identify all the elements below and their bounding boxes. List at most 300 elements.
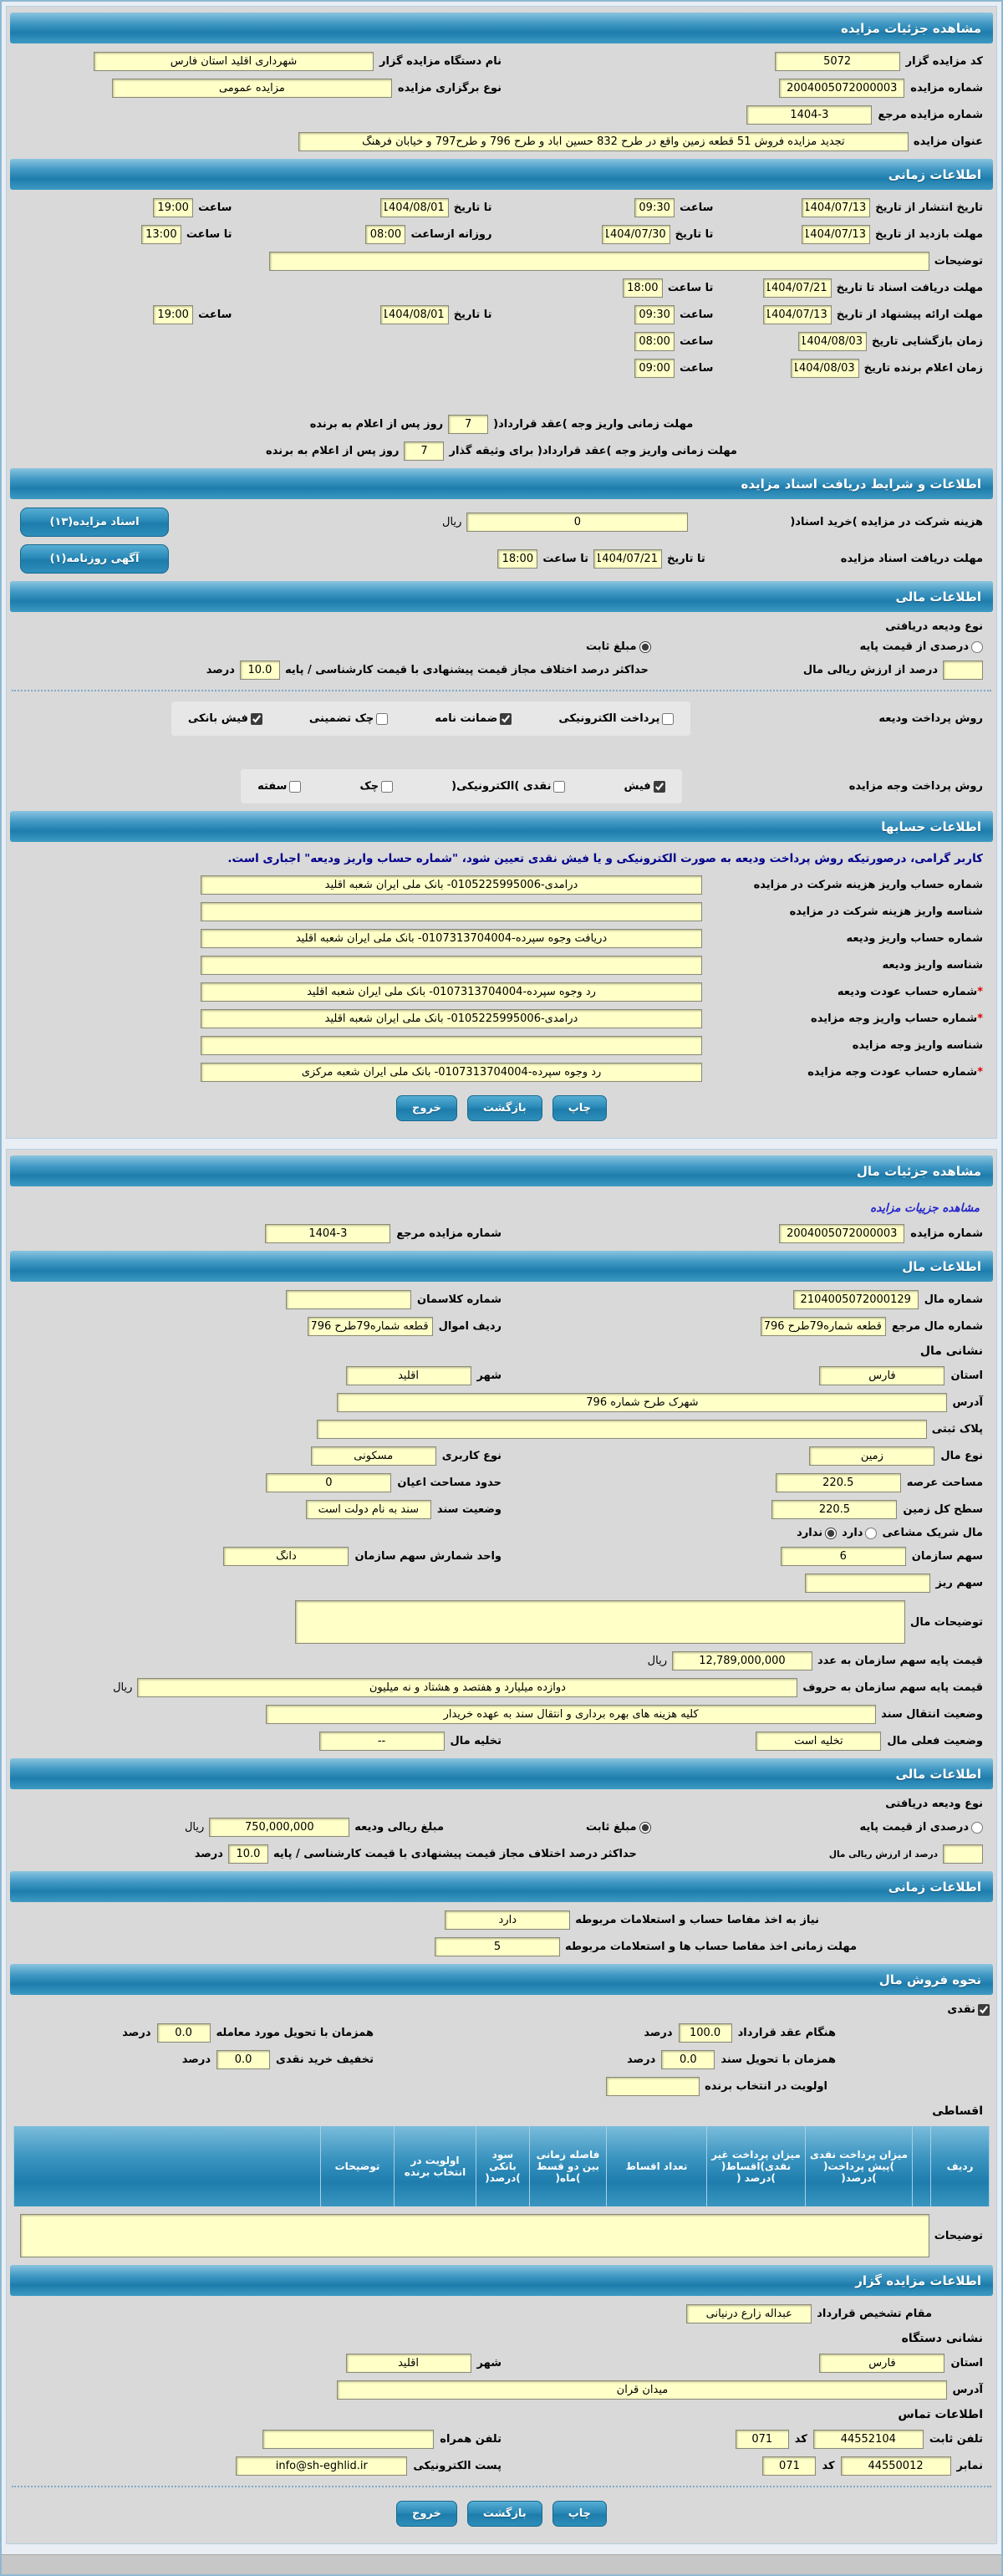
section-title: اطلاعات زمانی	[888, 1879, 981, 1895]
row-base-price-words	[20, 1678, 983, 1697]
footer-strip	[2, 2554, 1001, 2574]
visit-hour-to[interactable]	[141, 225, 181, 244]
field-org-share	[502, 1547, 983, 1566]
deposit2-percent-label: درصدی از قیمت پایه	[859, 1821, 969, 1834]
dotted-divider	[12, 690, 991, 691]
shared-hasnot-label: ندارد	[797, 1527, 823, 1539]
certified-check-label: چک تضمینی	[308, 712, 374, 725]
cash-electronic-label: نقدی )الکترونیکی(	[451, 780, 552, 793]
asset-province-field[interactable]	[819, 1366, 944, 1385]
account-field[interactable]	[201, 1009, 702, 1028]
field-fax	[502, 2456, 983, 2476]
auction-documents-button[interactable]: اسناد مزایده(۱۳)	[20, 508, 169, 537]
row-clearance	[20, 1910, 819, 1930]
field-deed-status	[20, 1500, 502, 1519]
asset-province-label: استان	[950, 1370, 983, 1382]
section-header-accounts	[10, 811, 993, 842]
fax-code-field[interactable]	[762, 2456, 816, 2476]
base-price-words-field[interactable]	[137, 1678, 797, 1697]
at-deed-unit: درصد	[627, 2053, 656, 2066]
action-buttons	[8, 1095, 995, 1121]
account-label: شماره حساب عودت ودیعه	[837, 986, 978, 998]
org-share-field[interactable]	[781, 1547, 906, 1566]
asset-auction-no-field[interactable]	[779, 1224, 904, 1243]
winner-priority-field[interactable]	[606, 2077, 700, 2096]
section-header-auction-details	[10, 13, 993, 43]
row-asset-address	[20, 1393, 983, 1412]
asset-type-field[interactable]	[809, 1446, 934, 1466]
evacuation-field[interactable]	[319, 1732, 445, 1751]
org-name-field[interactable]	[94, 52, 374, 71]
ref-no-label: شماره مزایده مرجع	[878, 109, 983, 121]
auction-type-label: نوع برگزاری مزایده	[397, 82, 502, 94]
fax-code-label: کد	[822, 2460, 835, 2472]
section-header-sale	[10, 1964, 993, 1995]
fee-unit: ریال	[442, 516, 462, 528]
asset-no-label: شماره مال	[924, 1293, 983, 1306]
field-building-area	[20, 1473, 502, 1492]
required-asterisk: *	[977, 1013, 983, 1025]
field-asset-ref-no	[20, 1224, 502, 1243]
asset-address-label: آدرس	[952, 1396, 983, 1409]
phone-field[interactable]	[813, 2430, 924, 2449]
opening-date[interactable]	[798, 332, 867, 351]
winner-hour[interactable]	[634, 359, 675, 378]
offer-from-label: مهلت ارائه پیشنهاد از تاریخ	[836, 309, 983, 321]
building-area-label: حدود مساحت اعیان	[397, 1477, 502, 1489]
offer-date-from[interactable]	[763, 305, 832, 324]
mobile-label: تلفن همراه	[440, 2433, 502, 2446]
row-fee	[20, 508, 983, 537]
auction-title-field[interactable]	[298, 132, 909, 151]
account-row	[20, 875, 983, 895]
winner-priority-label: اولویت در انتخاب برنده	[705, 2080, 827, 2093]
offer-date-to[interactable]	[380, 305, 449, 324]
slip-checkbox[interactable]	[654, 781, 665, 793]
cash-electronic-checkbox[interactable]	[553, 781, 565, 793]
row-authority	[20, 2304, 932, 2324]
class-no-field[interactable]	[286, 1290, 411, 1309]
row-title	[20, 132, 983, 151]
section-title: اطلاعات زمانی	[888, 166, 981, 182]
account-label: شناسه واریز ودیعه	[882, 959, 983, 972]
deposit2-fixed-radio[interactable]	[639, 1822, 651, 1834]
docs-receive-date[interactable]	[593, 549, 662, 569]
offer-hour-label: ساعت	[680, 309, 714, 321]
field-asset-type	[502, 1446, 983, 1466]
maxdiff2-field[interactable]	[228, 1844, 268, 1864]
field-org-name	[20, 52, 502, 71]
dotted-divider	[12, 2486, 991, 2487]
building-area-field[interactable]	[266, 1473, 391, 1492]
timing-notes-label: توضیحات	[934, 255, 983, 268]
cash-discount-field[interactable]	[216, 2050, 270, 2069]
publish-hour-to[interactable]	[153, 198, 193, 217]
visit-to-hour-label: تا ساعت	[186, 228, 232, 241]
transfer-status-field[interactable]	[266, 1705, 876, 1724]
col-winner-priority: اولویت در انتخاب برنده	[395, 2126, 476, 2206]
auction-pay-method-group	[241, 769, 682, 803]
base-price-words-unit: ریال	[113, 1681, 133, 1694]
deposit-percent-radio[interactable]	[971, 641, 983, 653]
col-cash-prepay-percent: میزان پرداخت نقدی )پیش پرداخت( )درصد(	[806, 2126, 913, 2206]
visit-date-from[interactable]	[802, 225, 870, 244]
deed-status-field[interactable]	[306, 1500, 431, 1519]
check-label: چک	[359, 780, 379, 793]
visit-from-label: مهلت بازدید از تاریخ	[874, 228, 983, 241]
current-status-label: وضعیت فعلی مال	[887, 1735, 983, 1747]
percent-of-value-field[interactable]	[943, 661, 983, 680]
at-deed-field[interactable]	[661, 2050, 715, 2069]
field-organizer-city	[20, 2354, 502, 2373]
field-email	[20, 2456, 502, 2476]
bidder-code-field[interactable]	[775, 52, 900, 71]
field-auction-number	[502, 79, 983, 98]
auction-number-field[interactable]	[779, 79, 904, 98]
publish-hour-from[interactable]	[634, 198, 675, 217]
row-opening	[20, 332, 983, 351]
account-label: شناسه واریز وجه مزایده	[852, 1039, 983, 1052]
field-area	[502, 1473, 983, 1492]
row-base-price	[20, 1651, 983, 1671]
org-share-label: سهم سازمان	[911, 1550, 983, 1563]
fee-label: هزینه شرکت در مزایده )خرید اسناد(	[790, 516, 983, 528]
asset-panel	[6, 1149, 997, 2544]
col-row-no: ردیف	[931, 2126, 990, 2206]
docs-deadline-label: مهلت دریافت اسناد تا تاریخ	[836, 282, 983, 294]
at-delivery-label: همزمان با تحویل مورد معامله	[216, 2027, 374, 2039]
usage-field[interactable]	[311, 1446, 436, 1466]
visit-to-label: تا تاریخ	[675, 228, 714, 241]
account-field[interactable]	[201, 982, 702, 1002]
class-no-label: شماره کلاسمان	[417, 1293, 502, 1306]
asset-notes-label: توضیحات مال	[910, 1615, 983, 1629]
share-unit-field[interactable]	[223, 1547, 349, 1566]
asset-no-field[interactable]	[793, 1290, 919, 1309]
offer-to-label: تا تاریخ	[453, 309, 492, 321]
maxdiff2-label: حداکثر درصد اختلاف مجاز قیمت پیشنهادی با قیمت کارشناسی / پایه	[272, 1848, 637, 1860]
publish-from-label: تاریخ انتشار از تاریخ	[875, 201, 983, 214]
visit-date-to[interactable]	[602, 225, 670, 244]
exit-button[interactable]: خروج	[396, 2501, 457, 2527]
offer-hour-from[interactable]	[634, 305, 675, 324]
row-percent-maxdiff2	[20, 1844, 983, 1864]
cash-discount-unit: درصد	[181, 2053, 211, 2066]
account-row	[20, 1009, 983, 1028]
row-timing-notes	[20, 252, 983, 271]
account-field[interactable]	[201, 956, 702, 975]
shared-has-label: دارد	[842, 1527, 863, 1539]
deposit-type-label: نوع ودیعه دریافتی	[885, 620, 983, 633]
organizer-address-field[interactable]	[337, 2380, 947, 2400]
maxdiff-field[interactable]	[240, 661, 280, 680]
asset-ref-no-label: شماره مزایده مرجع	[396, 1227, 502, 1240]
clearance-field[interactable]	[445, 1910, 570, 1930]
view-auction-details-link[interactable]: مشاهده جزییات مزایده	[870, 1201, 980, 1215]
transfer-status-label: وضعیت انتقال سند	[881, 1708, 983, 1721]
asset-address-subheader: نشانی مال	[919, 1344, 983, 1358]
organizer-city-field[interactable]	[346, 2354, 471, 2373]
account-row	[20, 1063, 983, 1082]
pay-contract-days[interactable]	[448, 415, 488, 434]
organizer-province-field[interactable]	[819, 2354, 944, 2373]
section-header-docs	[10, 468, 993, 499]
field-ref-no	[502, 105, 983, 125]
clearance-period-label: مهلت زمانی اخذ مفاصا حساب ها و استعلامات مربوطه	[565, 1941, 857, 1953]
shared-has-radio[interactable]	[865, 1528, 877, 1539]
maxdiff-label: حداکثر درصد اختلاف مجاز قیمت پیشنهادی با قیمت کارشناسی / پایه	[284, 664, 649, 676]
clearance-label: نیاز به اخذ مفاصا حساب و استعلامات مربوطه	[575, 1914, 819, 1926]
phone-label: تلفن ثابت	[929, 2433, 983, 2446]
row-asset-notes	[20, 1600, 983, 1644]
print-button[interactable]: چاپ	[552, 1095, 607, 1121]
plate-field[interactable]	[317, 1420, 927, 1439]
row-organizer-address	[20, 2380, 983, 2400]
field-land-area	[502, 1500, 983, 1519]
at-delivery-unit: درصد	[122, 2027, 151, 2039]
installments-header-row	[14, 2126, 990, 2206]
account-field[interactable]	[201, 1036, 702, 1055]
winner-hour-label: ساعت	[680, 362, 714, 375]
field-asset-auction-no	[502, 1224, 983, 1243]
row-transfer-status	[20, 1705, 983, 1724]
deposit-amount-unit: ریال	[184, 1821, 205, 1834]
account-label: شماره حساب واریز هزینه شرکت در مزایده	[753, 879, 983, 891]
percent-of-value-label: درصد از ارزش ریالی مال	[802, 664, 938, 676]
col-spacer	[913, 2126, 931, 2206]
account-field[interactable]	[201, 1063, 702, 1082]
account-label: شناسه واریز هزینه شرکت در مزایده	[789, 905, 983, 918]
account-field[interactable]	[201, 875, 702, 895]
asset-ref-no-field[interactable]	[265, 1224, 390, 1243]
exit-button[interactable]: خروج	[396, 1095, 457, 1121]
base-price-label: قیمت پایه سهم سازمان به عدد	[817, 1655, 983, 1667]
usage-label: نوع کاربری	[441, 1450, 502, 1462]
electronic-payment-label: پرداخت الکترونیکی	[558, 712, 660, 725]
bank-slip-checkbox[interactable]	[251, 713, 262, 725]
section-title: مشاهده جزئیات مزایده	[840, 20, 981, 36]
row-docs-deadline	[20, 278, 983, 298]
at-deed-label: همزمان با تحویل سند	[720, 2053, 836, 2066]
row-shared-ownership	[20, 1527, 983, 1539]
visit-hour-from[interactable]	[365, 225, 405, 244]
section-title: اطلاعات مال	[902, 1258, 981, 1274]
deposit-type2-label: نوع ودیعه دریافتی	[885, 1798, 983, 1810]
asset-ref-field[interactable]	[761, 1317, 886, 1336]
at-delivery-field[interactable]	[157, 2023, 211, 2043]
section-title: اطلاعات و شرایط دریافت اسناد مزایده	[741, 476, 981, 492]
shared-hasnot-radio[interactable]	[825, 1528, 837, 1539]
percent2-of-value-field[interactable]	[943, 1844, 983, 1864]
maxdiff2-unit: درصد	[194, 1848, 223, 1860]
account-row	[20, 929, 983, 948]
installments-table	[13, 2126, 990, 2206]
section-header-timing	[10, 159, 993, 190]
email-field[interactable]	[236, 2456, 407, 2476]
account-field[interactable]	[201, 929, 702, 948]
publish-hour2-label: ساعت	[198, 201, 232, 214]
email-label: پست الکترونیکی	[413, 2460, 502, 2472]
slip-label: فیش	[624, 780, 651, 793]
at-contract-label: هنگام عقد قرارداد	[737, 2027, 836, 2039]
timing-notes-field[interactable]	[269, 252, 929, 271]
fee-field[interactable]	[466, 513, 688, 532]
pay-guarantor-suffix: روز پس از اعلام به برنده	[266, 445, 400, 457]
action-buttons-bottom	[8, 2501, 995, 2527]
fax-label: نمابر	[956, 2460, 983, 2472]
deposit-percent-label: درصدی از قیمت پایه	[859, 640, 969, 653]
section-header-finance2	[10, 1758, 993, 1789]
print-button[interactable]: چاپ	[552, 2501, 607, 2527]
docs-receive-hour[interactable]	[497, 549, 537, 569]
phone-code-label: کد	[794, 2433, 807, 2446]
cash-sale-checkbox[interactable]	[978, 2004, 990, 2016]
phone-code-field[interactable]	[736, 2430, 789, 2449]
docs-deadline-hour[interactable]	[623, 278, 663, 298]
offer-hour-to[interactable]	[153, 305, 193, 324]
publish-to-label: تا تاریخ	[453, 201, 492, 214]
share-detail-label: سهم ریز	[935, 1577, 983, 1589]
deposit-pay-method-group	[171, 701, 691, 736]
pay-guarantor-days[interactable]	[404, 441, 444, 461]
shared-ownership-label: مال شریک مشاعی	[882, 1527, 983, 1539]
pay-contract-suffix: روز پس از اعلام به برنده	[309, 418, 444, 431]
row-pay-guarantor	[20, 441, 983, 461]
opening-hour[interactable]	[634, 332, 675, 351]
deposit-amount-label: مبلغ ریالی ودیعه	[354, 1821, 445, 1834]
row-publish	[20, 198, 983, 217]
row-sale-notes	[20, 2214, 983, 2257]
auction-title-label: عنوان مزایده	[913, 135, 983, 148]
land-area-field[interactable]	[771, 1500, 897, 1519]
deed-status-label: وضعیت سند	[436, 1503, 502, 1516]
publish-date-to[interactable]	[380, 198, 449, 217]
organizer-address-subheader: نشانی دستگاه	[901, 2332, 983, 2345]
winner-date[interactable]	[791, 359, 859, 378]
field-usage	[20, 1446, 502, 1466]
asset-type-label: نوع مال	[940, 1450, 983, 1462]
pay-contract-label: مهلت زمانی واریز وجه )عقد قرارداد(	[493, 418, 694, 431]
deposit2-percent-radio[interactable]	[971, 1822, 983, 1834]
percent2-of-value-label: درصد از ارزش ریالی مال	[828, 1849, 938, 1859]
row-share-detail	[20, 1574, 983, 1593]
auction-pay-method-label: روش پرداخت وجه مزایده	[848, 780, 983, 793]
row-cash-sale	[20, 2003, 990, 2016]
row-docs-receive	[20, 544, 983, 574]
section-title: اطلاعات مالی	[895, 1766, 981, 1782]
back-button[interactable]: بازگشت	[467, 1095, 542, 1121]
electronic-payment-checkbox[interactable]	[662, 713, 674, 725]
promissory-note-label: سفته	[257, 780, 288, 793]
accounts-notice: کاربر گرامی، درصورتیکه روش پرداخت ودیعه به صورت الکترونیکی و یا فیش نقدی تعیین شود، "شماره حساب واریز ودیعه" اجباری است.	[227, 852, 983, 865]
row-ref-no	[20, 105, 983, 125]
account-row	[20, 902, 983, 921]
check-checkbox[interactable]	[381, 781, 393, 793]
asset-city-field[interactable]	[346, 1366, 471, 1385]
asset-notes-field[interactable]	[295, 1600, 905, 1644]
section-title: اطلاعات حسابها	[881, 819, 981, 834]
organizer-address-label: آدرس	[952, 2384, 983, 2396]
sale-notes-label: توضیحات	[934, 2229, 983, 2242]
section-header-finance1	[10, 581, 993, 612]
bank-slip-label: فیش بانکی	[187, 712, 248, 725]
sale-notes-field[interactable]	[20, 2214, 929, 2257]
col-installment-interval: فاصله زمانی بین دو قسط )ماه(	[530, 2126, 607, 2206]
winner-label: زمان اعلام برنده تاریخ	[863, 362, 983, 375]
field-at-contract	[482, 2023, 970, 2043]
publish-date-from[interactable]	[802, 198, 870, 217]
docs-deadline-hour-label: تا ساعت	[667, 282, 714, 294]
certified-check-checkbox[interactable]	[376, 713, 388, 725]
field-bidder-code	[502, 52, 983, 71]
clearance-period-field[interactable]	[435, 1937, 560, 1956]
deposit-amount-field[interactable]	[209, 1818, 349, 1837]
row-auction-pay-method	[20, 769, 983, 803]
fax-field[interactable]	[841, 2456, 951, 2476]
col-empty	[14, 2126, 321, 2206]
section-header-organizer	[10, 2265, 993, 2296]
ref-no-field[interactable]	[746, 105, 872, 125]
row-number-type	[20, 79, 983, 98]
deposit-pay-method-label: روش پرداخت ودیعه	[878, 712, 983, 725]
newspaper-ad-button[interactable]: آگهی روزنامه(۱)	[20, 544, 169, 574]
field-auction-type	[20, 79, 502, 98]
authority-field[interactable]	[686, 2304, 812, 2324]
installment-subheader: اقساطی	[932, 2104, 983, 2118]
base-price-unit: ریال	[647, 1655, 667, 1667]
back-button[interactable]: بازگشت	[467, 2501, 542, 2527]
authority-label: مقام تشخیص قرارداد	[817, 2308, 932, 2320]
deposit2-fixed-label: مبلغ ثابت	[586, 1821, 637, 1834]
at-contract-field[interactable]	[679, 2023, 732, 2043]
row-deposit-type2	[20, 1818, 983, 1837]
area-label: مساحت عرصه	[906, 1477, 983, 1489]
account-label: شماره حساب واریز ودیعه	[846, 932, 983, 945]
organizer-city-label: شهر	[476, 2357, 502, 2369]
base-price-field[interactable]	[672, 1651, 812, 1671]
opening-hour-label: ساعت	[680, 335, 714, 348]
asset-address-field[interactable]	[337, 1393, 947, 1412]
publish-hour-label: ساعت	[680, 201, 714, 214]
row-plate	[20, 1420, 983, 1439]
deposit-fixed-radio[interactable]	[639, 641, 651, 653]
docs-deadline-date[interactable]	[763, 278, 832, 298]
field-phone	[502, 2430, 983, 2449]
account-field[interactable]	[201, 902, 702, 921]
field-share-unit	[20, 1547, 502, 1566]
asset-city-label: شهر	[476, 1370, 502, 1382]
cash-discount-label: تخفیف خرید نقدی	[276, 2053, 374, 2066]
guarantee-letter-label: ضمانت نامه	[435, 712, 498, 725]
promissory-note-checkbox[interactable]	[289, 781, 301, 793]
mobile-field[interactable]	[262, 2430, 434, 2449]
share-unit-label: واحد شمارش سهم سازمان	[354, 1550, 502, 1563]
asset-row-label: ردیف اموال	[438, 1320, 502, 1333]
guarantee-letter-checkbox[interactable]	[500, 713, 512, 725]
docs-receive-date-label: تا تاریخ	[666, 553, 705, 565]
share-detail-field[interactable]	[805, 1574, 930, 1593]
field-evacuation	[20, 1732, 502, 1751]
asset-row-field[interactable]	[308, 1317, 433, 1336]
visit-daily-label: روزانه ازساعت	[410, 228, 492, 241]
cash-sale-label: نقدی	[947, 2003, 975, 2016]
row-clearance-period	[20, 1937, 857, 1956]
row-offer	[20, 305, 983, 324]
auction-type-field[interactable]	[112, 79, 392, 98]
org-name-label: نام دستگاه مزایده گزار	[379, 55, 502, 68]
area-field[interactable]	[776, 1473, 901, 1492]
current-status-field[interactable]	[756, 1732, 881, 1751]
